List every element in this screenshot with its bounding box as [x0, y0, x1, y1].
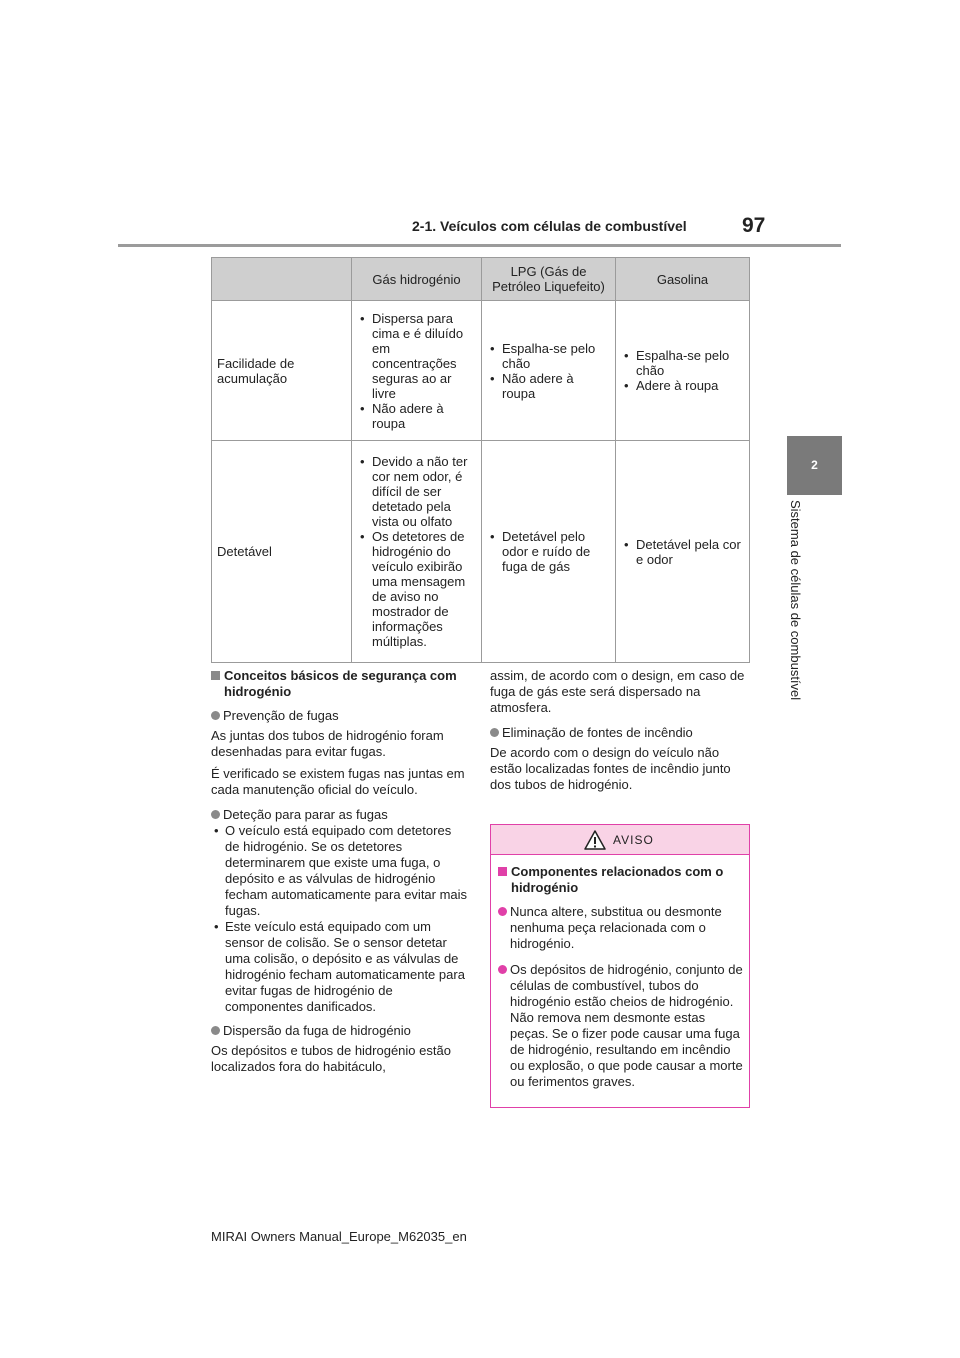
warning-triangle-icon	[584, 830, 606, 850]
cell-lpg	[482, 301, 616, 441]
list-item: • Adere à roupa	[622, 378, 743, 393]
leak-prevention-text-1: As juntas dos tubos de hidrogénio foram desenhadas para evitar fugas.	[211, 728, 444, 759]
warning-box	[490, 824, 750, 1108]
dispersion-text-left: Os depósitos e tubos de hidrogénio estão localizados fora do habitáculo,	[211, 1043, 451, 1074]
footer-text: MIRAI Owners Manual_Europe_M62035_en	[211, 1229, 467, 1244]
list-item: • Não adere à roupa	[358, 401, 475, 431]
section-title: 2-1. Veículos com células de combustível	[412, 218, 687, 234]
comparison-table	[211, 257, 750, 663]
warning-heading: Componentes relacionados com o hidrogénio	[498, 864, 743, 896]
table-row	[212, 301, 750, 441]
header-rule	[118, 244, 841, 247]
warning-item: Os depósitos de hidrogénio, conjunto de células de combustível, tubos do hidrogénio estão cheios de hidrogénio. Não remova nem desmonte estas peças. Se o fizer pode causar uma fuga de hidrogénio, resultando em incêndio ou explosão, o que pode causar a morte ou ferimentos graves.	[498, 962, 743, 1090]
table-header-empty	[212, 258, 352, 301]
warning-item: Nunca altere, substitua ou desmonte nenhuma peça relacionada com o hidrogénio.	[498, 904, 743, 952]
table-header-hydrogen: Gás hidrogénio	[352, 258, 482, 301]
right-column	[490, 668, 752, 799]
list-item: • Detetável pelo odor e ruído de fuga de gás	[488, 529, 609, 574]
cell-hydrogen	[352, 441, 482, 663]
leak-detection-title: Deteção para parar as fugas	[211, 807, 469, 823]
list-item: • Devido a não ter cor nem odor, é difícil de ser detetado pela vista ou olfato	[358, 454, 475, 529]
row-label: Detetável	[212, 441, 352, 663]
chapter-title: Sistema de células de combustível	[788, 500, 803, 701]
dispersion-text-right: assim, de acordo com o design, em caso de fuga de gás este será dispersado na atmosfera.	[490, 668, 745, 715]
leak-prevention-title: Prevenção de fugas	[211, 708, 469, 724]
list-item: • Detetável pela cor e odor	[622, 537, 743, 567]
list-item: • Este veículo está equipado com um sensor de colisão. Se o sensor detetar uma colisão, o depósito e as válvulas de hidrogénio fecham automaticamente para evitar fugas de hidrogénio de componentes danificados.	[211, 919, 469, 1015]
table-header-lpg: LPG (Gás de Petróleo Liquefeito)	[482, 258, 616, 301]
left-column	[211, 668, 469, 1081]
safety-heading: Conceitos básicos de segurança com hidrogénio	[211, 668, 469, 700]
list-item: • Os detetores de hidrogénio do veículo exibirão uma mensagem de aviso no mostrador de informações múltiplas.	[358, 529, 475, 649]
cell-lpg	[482, 441, 616, 663]
leak-prevention-text-2: É verificado se existem fugas nas juntas em cada manutenção oficial do veículo.	[211, 766, 465, 797]
list-item: • Não adere à roupa	[488, 371, 609, 401]
list-item: • Espalha-se pelo chão	[622, 348, 743, 378]
table-header-gasoline: Gasolina	[616, 258, 750, 301]
cell-gasoline	[616, 441, 750, 663]
chapter-tab: 2	[787, 436, 842, 495]
list-item: • Espalha-se pelo chão	[488, 341, 609, 371]
list-item: • Dispersa para cima e é diluído em concentrações seguras ao ar livre	[358, 311, 475, 401]
cell-gasoline	[616, 301, 750, 441]
ignition-title: Eliminação de fontes de incêndio	[490, 725, 752, 741]
warning-body	[491, 855, 749, 1090]
dispersion-title: Dispersão da fuga de hidrogénio	[211, 1023, 469, 1039]
row-label: Facilidade de acumulação	[212, 301, 352, 441]
cell-hydrogen	[352, 301, 482, 441]
page-number: 97	[742, 214, 766, 237]
warning-label: AVISO	[613, 833, 654, 847]
ignition-text: De acordo com o design do veículo não estão localizadas fontes de incêndio junto dos tubos de hidrogénio.	[490, 745, 731, 792]
leak-detection-list	[211, 823, 469, 1015]
table-header-row	[212, 258, 750, 301]
table-row	[212, 441, 750, 663]
chapter-side-label	[787, 500, 807, 740]
warning-header	[491, 825, 749, 855]
list-item: • O veículo está equipado com detetores de hidrogénio. Se os detetores determinarem que existe uma fuga, o depósito e as válvulas de hidrogénio fecham automaticamente para evitar mais fugas.	[211, 823, 469, 919]
